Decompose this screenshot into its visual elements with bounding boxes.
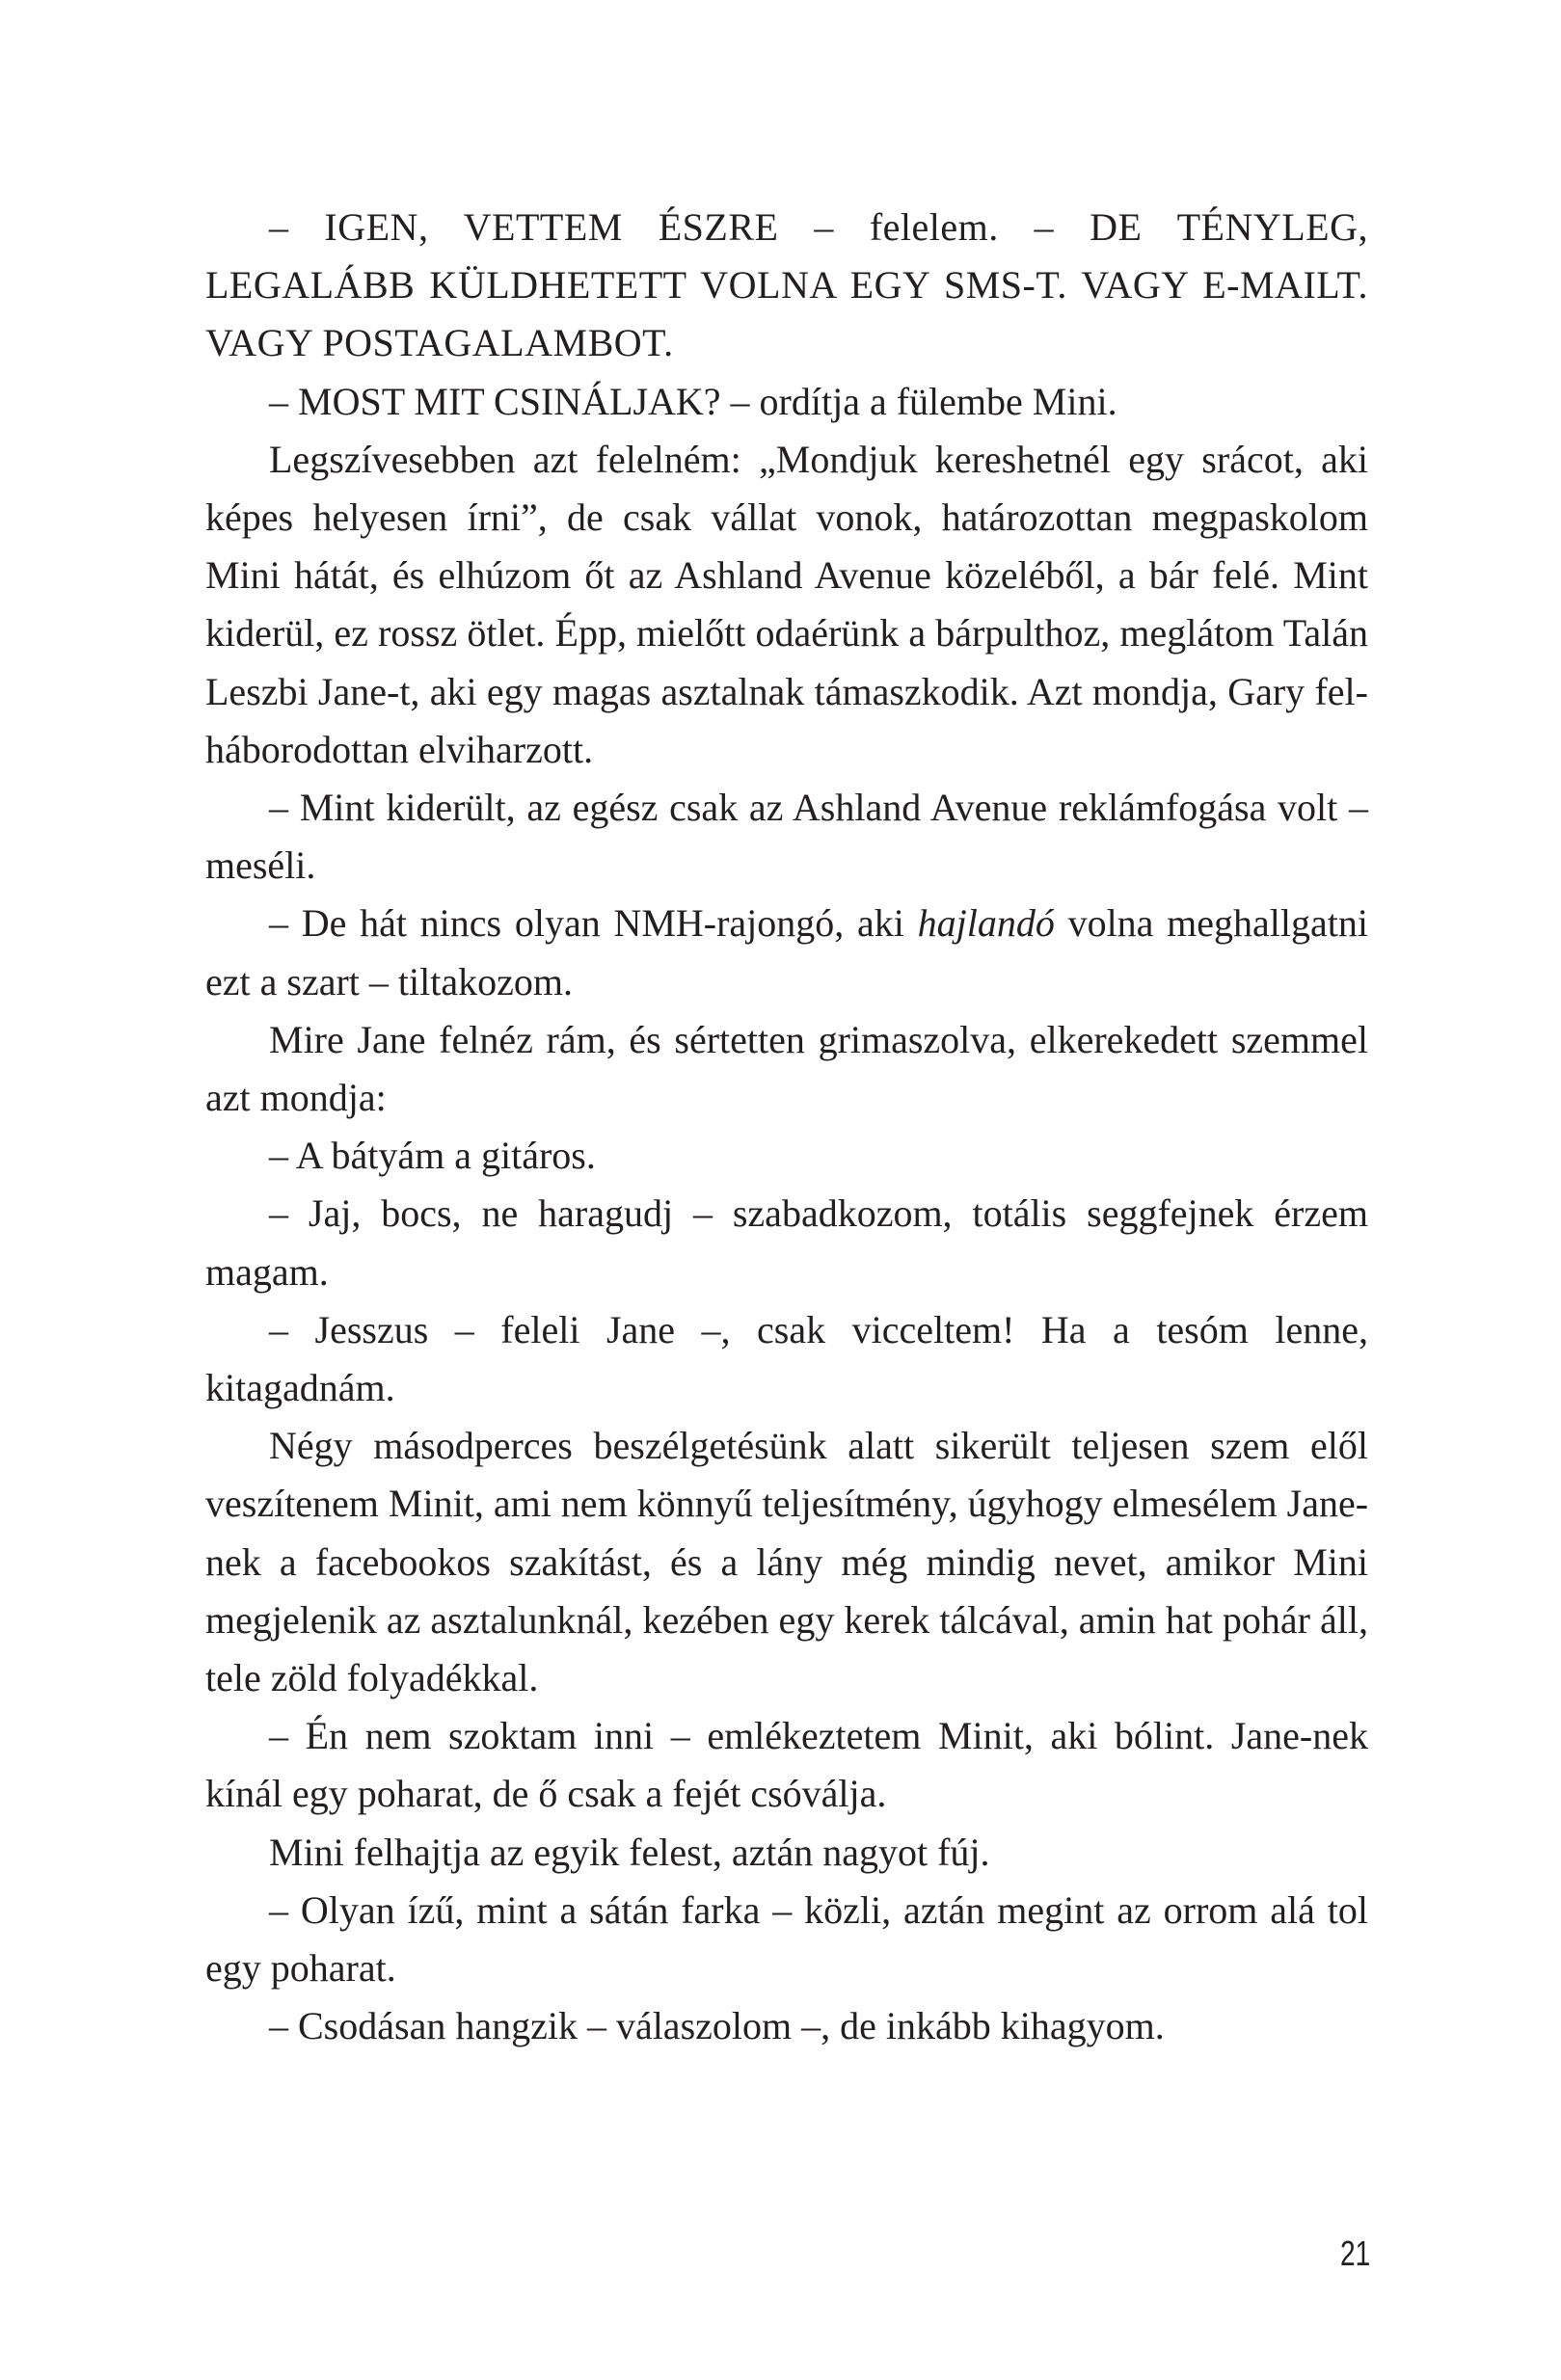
paragraph: Mini felhajtja az egyik felest, aztán nagyot fúj. [269, 1830, 990, 1874]
paragraph: – IGEN, VETTEM ÉSZRE – felelem. – DE TÉNYLEG, LEGALÁBB KÜLDHETETT VOLNA EGY SMS-T. VAGY E-MAILT. VAGY POSTAGALAMBOT. [205, 205, 1368, 365]
paragraph: – Csodásan hangzik – válaszolom –, de inkább kihagyom. [269, 2004, 1165, 2048]
paragraph-text: – De hát nincs olyan NMH-rajongó, aki [269, 901, 918, 946]
emphasized-word: hajlandó [917, 901, 1055, 946]
paragraph: – Olyan ízű, mint a sátán farka – közli, aztán megint az orrom alá tol egy poharat. [205, 1887, 1368, 1991]
paragraph: Négy másodperces beszélgetésünk alatt sikerült teljesen szem elől veszítenem Minit, ami nem könnyű teljesítmény, úgyhogy elmesélem Jane-nek a facebookos szakítást, és a lány még mindig nevet, amikor Mini megjelenik az asztalunknál, kezében egy kerek tálcával, amin hat pohár áll, tele zöld folyadékkal. [205, 1424, 1369, 1700]
paragraph: Legszívesebben azt felelném: „Mondjuk kereshetnél egy srácot, aki képes helyesen írni”, de csak vállat vonok, határozottan megpaskolom Mini hátát, és elhúzom őt az Ashland Avenue közeléből, a bár felé. Mint kiderül, ez rossz ötlet. Épp, mielőtt odaérünk a bárpulthoz, meglátom Talán Leszbi Jane-t, aki egy magas asztalnak támaszkodik. Azt mondja, Gary felháborodottan elviharzott. [205, 437, 1368, 771]
paragraph: – MOST MIT CSINÁLJAK? – ordítja a fülembe Mini. [269, 379, 1117, 423]
paragraph: Mire Jane felnéz rám, és sértetten grimaszolva, elkerekedett szemmel azt mondja: [205, 1017, 1368, 1120]
paragraph: – Jaj, bocs, ne haragudj – szabadkozom, totális seggfejnek érzem magam. [205, 1191, 1368, 1294]
paragraph: – Jesszus – feleli Jane –, csak vicceltem! Ha a tesóm lenne, kitagadnám. [205, 1307, 1368, 1410]
paragraph: – A bátyám a gitáros. [269, 1134, 596, 1178]
paragraph: – Mint kiderült, az egész csak az Ashland Avenue reklámfogása volt – meséli. [205, 786, 1368, 888]
body-text [205, 199, 1368, 2056]
paragraph-text: volna meghallgatni ezt a szart – tiltakozom. [205, 901, 1368, 1003]
paragraph [205, 895, 1368, 1010]
page-number: 21 [1340, 2233, 1371, 2273]
paragraph: – Én nem szoktam inni – emlékeztetem Minit, aki bólint. Jane-nek kínál egy poharat, de ő csak a fejét csóválja. [205, 1714, 1368, 1816]
